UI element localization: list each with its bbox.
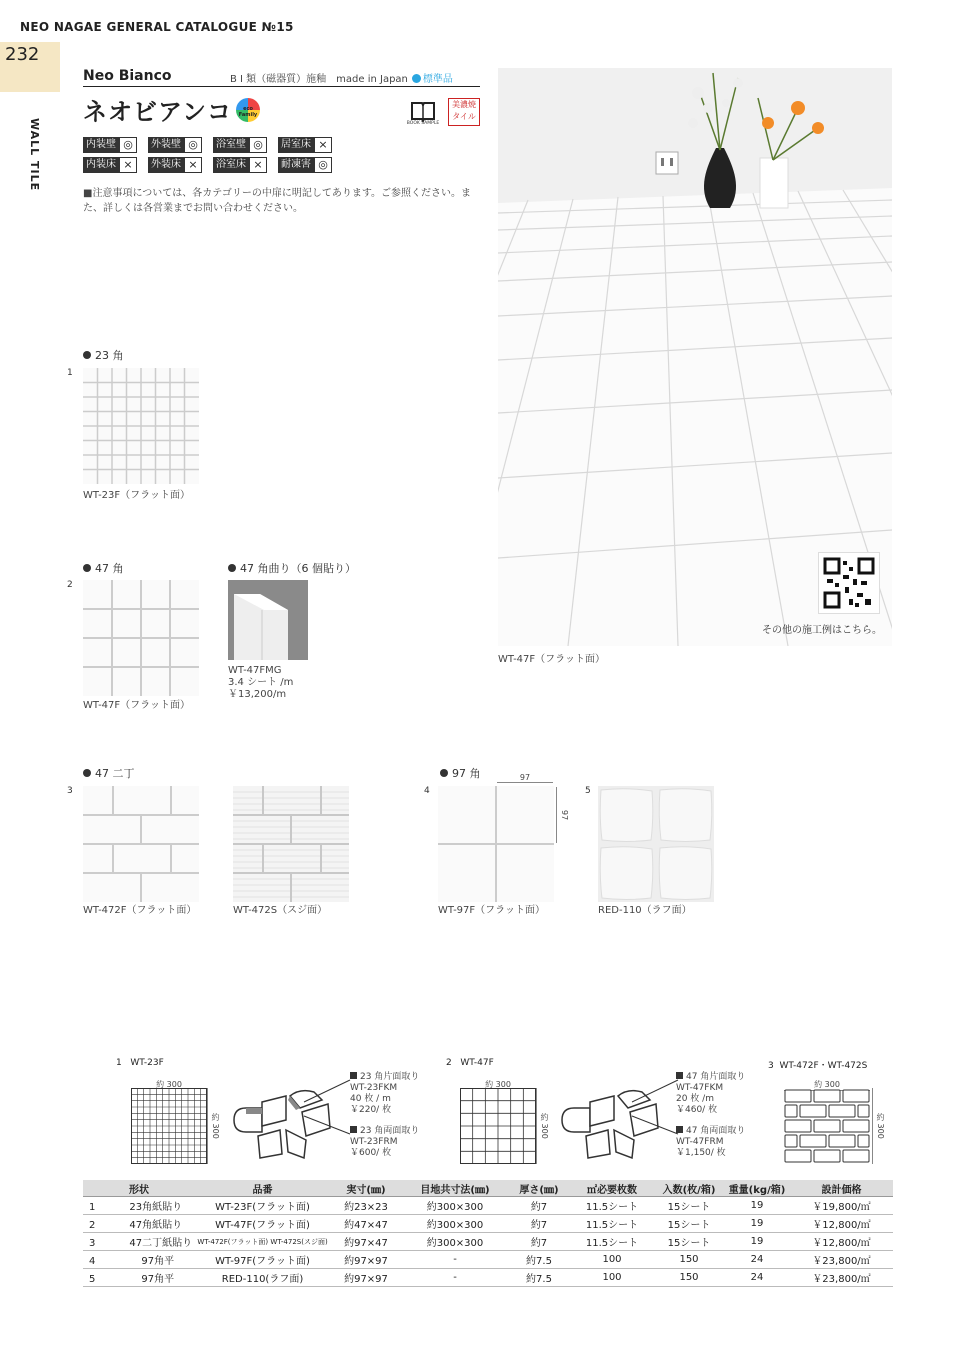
table-header-row	[83, 1180, 893, 1197]
cell: 約7.5	[508, 1251, 570, 1269]
spec-table	[83, 1180, 893, 1287]
diagram-1-leader-lines	[300, 1076, 352, 1136]
col-header: 目地共寸法(㎜)	[402, 1180, 508, 1197]
section-47ni-label	[83, 765, 135, 781]
corner-tile-info	[228, 665, 293, 701]
note-line: ￥600/ 枚	[350, 1148, 392, 1158]
diagram-number: 1	[116, 1058, 122, 1068]
usage-item	[148, 137, 202, 153]
table-row	[83, 1269, 893, 1287]
cell: 11.5シート	[570, 1215, 654, 1233]
table-row	[83, 1215, 893, 1233]
qr-caption: その他の施工例はこちら。	[762, 625, 882, 636]
col-header: 入数(枚/箱)	[654, 1180, 724, 1197]
cell: ￥12,800/㎡	[790, 1215, 893, 1233]
col-header: 重量(kg/箱)	[724, 1180, 790, 1197]
cell: 15シート	[654, 1197, 724, 1215]
diagram-1-note-2	[350, 1126, 419, 1159]
usage-item	[278, 157, 332, 173]
dimension-width: 97	[497, 773, 553, 783]
diagram-3-brick-grid	[784, 1088, 870, 1164]
shape-text: 97角平	[141, 1256, 175, 1267]
caption-wt-472f: WT-472F（フラット面）	[83, 905, 197, 916]
usage-item	[213, 157, 267, 173]
page-number: 232	[5, 44, 40, 65]
cell: 19	[724, 1197, 790, 1215]
row-number: 4	[89, 1256, 96, 1267]
cell: ￥12,800/㎡	[790, 1233, 893, 1251]
note-line: ￥460/ 枚	[676, 1105, 718, 1115]
standard-label: 標準品	[422, 74, 453, 85]
cell: 約47×47	[330, 1215, 402, 1233]
section-label-text: 47 角	[95, 562, 124, 575]
cell: -	[402, 1269, 508, 1287]
section-47-corner-label	[228, 560, 356, 576]
caption-wt-23f: WT-23F（フラット面）	[83, 490, 190, 501]
diagram-3-width: 約 300	[784, 1079, 870, 1091]
cell: RED-110(ラフ面)	[195, 1269, 330, 1287]
diagram-2-title	[446, 1058, 494, 1068]
section-label-text: 23 角	[95, 349, 124, 362]
cell: 約300×300	[402, 1233, 508, 1251]
usage-item	[278, 137, 332, 153]
usage-label: 外装床	[148, 157, 184, 173]
cell: 約300×300	[402, 1197, 508, 1215]
note-line: 47 角両面取り	[686, 1126, 746, 1136]
cell: 約7	[508, 1233, 570, 1251]
bullet-dot-icon	[228, 564, 236, 572]
cell: 100	[570, 1269, 654, 1287]
caption-wt-47f: WT-47F（フラット面）	[83, 700, 190, 711]
item-number: 5	[585, 786, 591, 796]
diagram-3-title	[768, 1058, 867, 1071]
item-number: 1	[67, 368, 73, 378]
note-line: 40 枚 / m	[350, 1094, 391, 1104]
cell: 約7	[508, 1215, 570, 1233]
cell-shape	[83, 1197, 195, 1215]
usage-item	[83, 157, 137, 173]
swatch-red-110	[598, 786, 714, 902]
cell: 約7.5	[508, 1269, 570, 1287]
row-number: 3	[89, 1238, 96, 1249]
caption-red-110: RED-110（ラフ面）	[598, 905, 692, 916]
swatch-wt-97f	[438, 786, 554, 902]
cell: 150	[654, 1269, 724, 1287]
note-line: ￥1,150/ 枚	[676, 1148, 726, 1158]
note-line: 23 角片面取り	[360, 1072, 420, 1082]
cell: 19	[724, 1233, 790, 1251]
cell: WT-97F(フラット面)	[195, 1251, 330, 1269]
cell: 約97×97	[330, 1269, 402, 1287]
diagram-title-text: WT-23F	[130, 1058, 164, 1068]
swatch-wt-472f	[83, 786, 199, 902]
usage-label: 耐凍害	[278, 157, 314, 173]
cell: WT-472F(フラット面) WT-472S(スジ面)	[195, 1233, 330, 1251]
usage-mark: ×	[119, 157, 137, 173]
note-line: WT-23FRM	[350, 1137, 398, 1147]
diagram-2-note-2	[676, 1126, 745, 1159]
usage-label: 浴室壁	[213, 137, 249, 153]
cell: 約97×47	[330, 1233, 402, 1251]
photo-caption: WT-47F（フラット面）	[498, 654, 605, 665]
cell-shape	[83, 1251, 195, 1269]
cell: ￥23,800/㎡	[790, 1269, 893, 1287]
diagram-title-text: WT-47F	[460, 1058, 494, 1068]
mino-badge-line2: タイル	[452, 112, 476, 121]
cell: ￥19,800/㎡	[790, 1197, 893, 1215]
diagram-1-note-1	[350, 1072, 419, 1116]
cell: 24	[724, 1269, 790, 1287]
diagram-2-leader-lines	[628, 1076, 680, 1136]
cell-shape	[83, 1233, 195, 1251]
corner-code: WT-47FMG	[228, 665, 282, 676]
usage-item	[213, 137, 267, 153]
cell: 約7	[508, 1197, 570, 1215]
diagram-1-width: 約 300	[131, 1079, 207, 1091]
col-header: 品番	[195, 1180, 330, 1197]
col-header: 設計価格	[790, 1180, 893, 1197]
section-label-text: 47 二丁	[95, 767, 135, 780]
note-line: 23 角両面取り	[360, 1126, 420, 1136]
col-header: 形状	[83, 1180, 195, 1197]
section-97-label	[440, 765, 481, 781]
cell: 11.5シート	[570, 1197, 654, 1215]
shape-text: 97角平	[141, 1274, 175, 1285]
col-header: 厚さ(㎜)	[508, 1180, 570, 1197]
table-row	[83, 1251, 893, 1269]
cell: WT-47F(フラット面)	[195, 1215, 330, 1233]
series-name-jp: ネオビアンコ	[83, 98, 233, 126]
swatch-wt-47fmg	[228, 580, 308, 660]
row-number: 1	[89, 1202, 96, 1213]
diagram-2-note-1	[676, 1072, 745, 1116]
dimension-height: 97	[556, 787, 569, 843]
corner-qty: 3.4 シート /m	[228, 677, 294, 688]
usage-mark: ×	[249, 157, 267, 173]
cell: WT-23F(フラット面)	[195, 1197, 330, 1215]
cell-shape	[83, 1269, 195, 1287]
diagram-1-height: 約 300	[207, 1088, 221, 1164]
table-row	[83, 1197, 893, 1215]
corner-price: ￥13,200/m	[228, 689, 287, 700]
swatch-wt-23f	[83, 368, 199, 484]
row-number: 2	[89, 1220, 96, 1231]
usage-label: 内装壁	[83, 137, 119, 153]
usage-item	[148, 157, 202, 173]
bullet-dot-icon	[83, 769, 91, 777]
mino-badge-line1: 美濃焼	[452, 100, 476, 109]
cell: 24	[724, 1251, 790, 1269]
section-47-label	[83, 560, 124, 576]
item-number: 3	[67, 786, 73, 796]
eco-family-label: eco Family	[238, 106, 258, 118]
usage-mark: ◎	[249, 137, 267, 153]
cell: 15シート	[654, 1215, 724, 1233]
cell: 約97×97	[330, 1251, 402, 1269]
usage-mark: ◎	[314, 157, 332, 173]
cell: ￥23,800/㎡	[790, 1251, 893, 1269]
swatch-wt-47f	[83, 580, 199, 696]
qr-code-icon[interactable]	[818, 552, 880, 614]
cell: 15シート	[654, 1233, 724, 1251]
item-number: 2	[67, 580, 73, 590]
usage-mark: ◎	[119, 137, 137, 153]
cell: 150	[654, 1251, 724, 1269]
cell: 約300×300	[402, 1215, 508, 1233]
catalogue-title: NEO NAGAE GENERAL CATALOGUE №15	[20, 20, 294, 34]
series-spec	[230, 70, 453, 85]
diagram-2-grid	[460, 1088, 536, 1164]
cell: -	[402, 1251, 508, 1269]
diagram-2-width: 約 300	[460, 1079, 536, 1091]
diagram-number: 2	[446, 1058, 452, 1068]
item-number: 4	[424, 786, 430, 796]
cell: 100	[570, 1251, 654, 1269]
caution-note: ■注意事項については、各カテゴリーの中扉に明記してあります。ご参照ください。また、詳しくは各営業までお問い合わせください。	[83, 188, 472, 214]
cell: 約23×23	[330, 1197, 402, 1215]
usage-mark: ×	[314, 137, 332, 153]
usage-label: 居室床	[278, 137, 314, 153]
shape-text: 47二丁紙貼り	[129, 1238, 193, 1249]
note-line: WT-47FRM	[676, 1137, 724, 1147]
diagram-3-height: 約 300	[872, 1088, 886, 1164]
side-category-label: WALL TILE	[28, 118, 41, 192]
shape-text: 23角紙貼り	[129, 1202, 183, 1213]
diagram-1-grid	[131, 1088, 207, 1164]
usage-mark: ◎	[184, 137, 202, 153]
book-sample-icon	[410, 100, 436, 122]
bullet-dot-icon	[83, 351, 91, 359]
diagram-title-text: WT-472F・WT-472S	[779, 1061, 868, 1071]
bullet-dot-icon	[83, 564, 91, 572]
note-line: ￥220/ 枚	[350, 1105, 392, 1115]
mino-tile-badge	[448, 98, 480, 126]
diagram-2-height: 約 300	[536, 1088, 550, 1164]
row-number: 5	[89, 1274, 96, 1285]
note-line: 47 角片面取り	[686, 1072, 746, 1082]
caption-wt-97f: WT-97F（フラット面）	[438, 905, 545, 916]
series-name-en: Neo Bianco	[83, 68, 172, 84]
diagram-number: 3	[768, 1061, 774, 1071]
series-divider	[83, 86, 480, 87]
usage-item	[83, 137, 137, 153]
usage-grid	[83, 137, 332, 173]
section-label-text: 47 角曲り（6 個貼り）	[240, 562, 356, 575]
note-line: 20 枚 /m	[676, 1094, 714, 1104]
col-header: 実寸(㎜)	[330, 1180, 402, 1197]
cell: 11.5シート	[570, 1233, 654, 1251]
diagram-1-title	[116, 1058, 164, 1068]
book-sample-label: BOOK SAMPLE	[406, 121, 440, 126]
usage-label: 浴室床	[213, 157, 249, 173]
table-row	[83, 1233, 893, 1251]
usage-label: 外装壁	[148, 137, 184, 153]
section-23-label	[83, 347, 124, 363]
note-line: WT-23FKM	[350, 1083, 398, 1093]
cell-shape	[83, 1215, 195, 1233]
usage-label: 内装床	[83, 157, 119, 173]
note-line: WT-47FKM	[676, 1083, 724, 1093]
shape-text: 47角紙貼り	[129, 1220, 183, 1231]
usage-mark: ×	[184, 157, 202, 173]
caption-wt-472s: WT-472S（スジ面）	[233, 905, 328, 916]
series-spec-text: B I 類（磁器質）施釉 made in Japan	[230, 74, 408, 85]
cell: 19	[724, 1215, 790, 1233]
swatch-wt-472s	[233, 786, 349, 902]
standard-dot-icon	[412, 74, 421, 83]
section-label-text: 97 角	[452, 767, 481, 780]
col-header: ㎡必要枚数	[570, 1180, 654, 1197]
bullet-dot-icon	[440, 769, 448, 777]
